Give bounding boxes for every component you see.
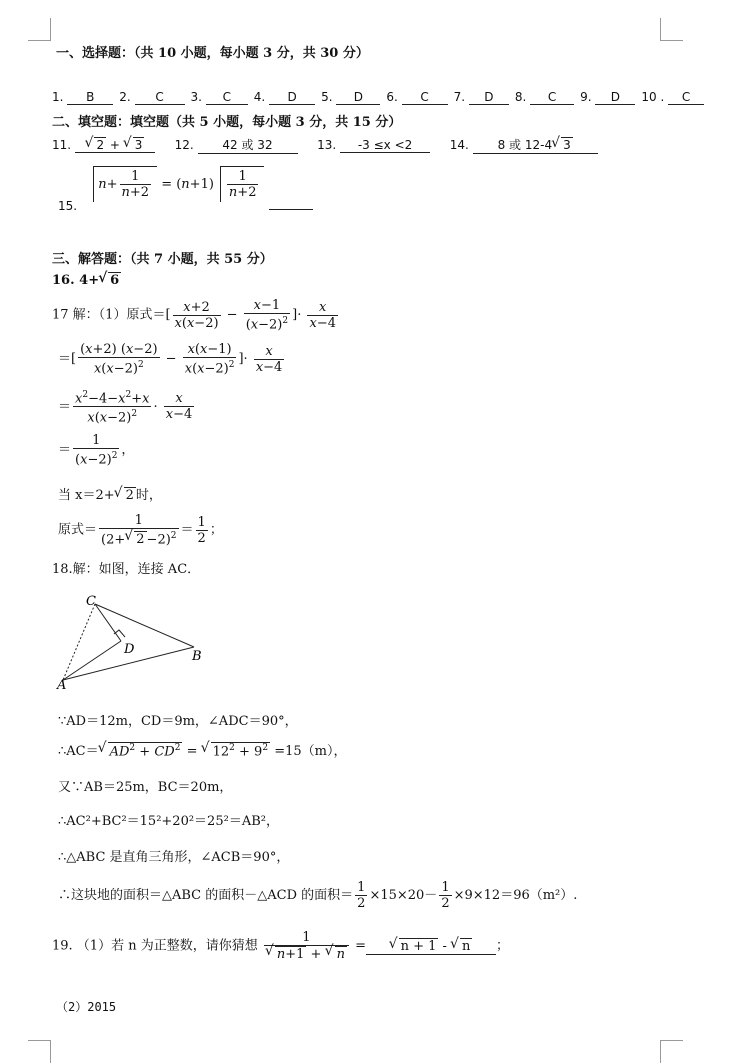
mc-answer: B bbox=[67, 90, 113, 105]
q13-label: 13. bbox=[317, 138, 337, 152]
q15-label: 15. bbox=[58, 199, 78, 213]
q18-area: ∴这块地的面积＝△ABC 的面积－△ACD 的面积＝ $\frac{1}{2}$ ×15×20－ $\frac{1}{2}$ ×9×12＝96（m²）. bbox=[58, 880, 578, 911]
mc-number: 2. bbox=[119, 90, 135, 104]
q18-intro: 18.解：如图，连接 AC． bbox=[52, 562, 201, 577]
mc-answer: C bbox=[402, 90, 448, 105]
corner-mark bbox=[28, 1040, 51, 1063]
mc-answer: D bbox=[469, 90, 509, 105]
q18-line2: 又∵AB＝25m，BC＝20m， bbox=[58, 780, 233, 795]
mc-number: 8. bbox=[514, 90, 531, 104]
mc-answer: C bbox=[668, 90, 704, 105]
mc-answers bbox=[52, 90, 710, 105]
section-2-title: 二、填空题：填空题（共 5 小题，每小题 3 分，共 15 分） bbox=[52, 115, 402, 130]
q19-part2: （2）2015 bbox=[56, 1000, 117, 1014]
mc-answer: C bbox=[530, 90, 574, 105]
q18-ac: ∴AC＝√ $AD^2 + CD^2$ = √ $12^2 + 9^2 =15(m)$， bbox=[58, 740, 346, 759]
label-B: B bbox=[192, 649, 202, 664]
q11-answer: √ 2 + √ 3 bbox=[75, 137, 155, 153]
q15: 15. n+ $\frac{1}{n+2}$ = (n+1) $\frac{1}{n+2}$ bbox=[58, 166, 313, 213]
q12-label: 12. bbox=[174, 138, 194, 152]
q18-line3: ∴△ABC 是直角三角形，∠ACB＝90°， bbox=[58, 850, 290, 865]
mc-answer: D bbox=[595, 90, 635, 105]
q17-intro: 17 解：（1）原式＝[ bbox=[52, 307, 171, 323]
mc-number: 7. bbox=[453, 90, 469, 104]
mc-answer: D bbox=[269, 90, 315, 105]
corner-mark bbox=[660, 18, 683, 41]
label-D: D bbox=[124, 642, 135, 657]
mc-number: 5. bbox=[321, 90, 337, 104]
q17-line3: ＝ $\frac{x^2-4-x^2+x}{x(x-2)^2}$ · $\frac{x}{x-4}$ bbox=[58, 390, 193, 426]
mc-answer: C bbox=[206, 90, 248, 105]
mc-answer: D bbox=[336, 90, 380, 105]
mc-number: 3. bbox=[190, 90, 206, 104]
triangle-figure bbox=[55, 590, 215, 690]
q17-when: 当 x＝2+√ 2 时， bbox=[58, 484, 162, 503]
label-C: C bbox=[86, 594, 96, 609]
q18-squares: ∴AC²+BC²＝15²+20²＝25²＝AB²， bbox=[58, 814, 279, 829]
q19-part1: 19. （1）若 n 为正整数，请你猜想 1 √ n+1 + √ n =√ n + 1 - √ n ； bbox=[52, 930, 509, 962]
q17-line4: ＝ $\frac{1}{(x-2)^2}$ ， bbox=[58, 433, 135, 468]
fill-answers-row bbox=[52, 136, 598, 154]
corner-mark bbox=[28, 18, 51, 41]
mc-number: 9. bbox=[580, 90, 596, 104]
label-A: A bbox=[57, 678, 67, 690]
mc-number: 6. bbox=[386, 90, 402, 104]
section-3-title: 三、解答题：（共 7 小题，共 55 分） bbox=[52, 252, 273, 267]
q15-formula: n+ $\frac{1}{n+2}$ bbox=[93, 166, 157, 202]
q13-answer: -3 ≤x <2 bbox=[340, 138, 430, 153]
q16: 16. 4+√ 6 bbox=[52, 272, 121, 288]
q14-answer: 8 或 12-4√ 3 bbox=[473, 136, 598, 154]
q17-line1: 17 解：（1）原式＝[ $\frac{x+2}{x(x-2)}$ − $\frac{x-1}{(x-2)^2}$ ]· $\frac{x}{x-4}$ bbox=[52, 298, 336, 333]
q17-line2: ＝[ $\frac{(x+2) (x-2)}{x(x-2)^2}$ − $\frac{x(x-1)}{x(x-2)^2}$ ]· $\frac{x}{x-4}$ bbox=[58, 342, 283, 377]
mc-number: 1. bbox=[52, 90, 68, 104]
mc-answer: C bbox=[135, 90, 185, 105]
mc-number: 4. bbox=[253, 90, 270, 104]
corner-mark bbox=[660, 1040, 683, 1063]
section-1-title: 一、选择题：（共 10 小题，每小题 3 分，共 30 分） bbox=[56, 46, 369, 61]
q11-label: 11. bbox=[52, 138, 72, 152]
mc-number: 10 . bbox=[641, 90, 669, 104]
q18-line1: ∵AD＝12m，CD＝9m，∠ADC＝90°， bbox=[58, 714, 298, 729]
q17-final: 原式＝ $\frac{1}{(2+√ 2 -2)^2}$ ＝ $\frac{1}{2}$ ； bbox=[58, 513, 223, 547]
q12-answer: 42 或 32 bbox=[198, 136, 298, 154]
q14-label: 14. bbox=[449, 138, 469, 152]
